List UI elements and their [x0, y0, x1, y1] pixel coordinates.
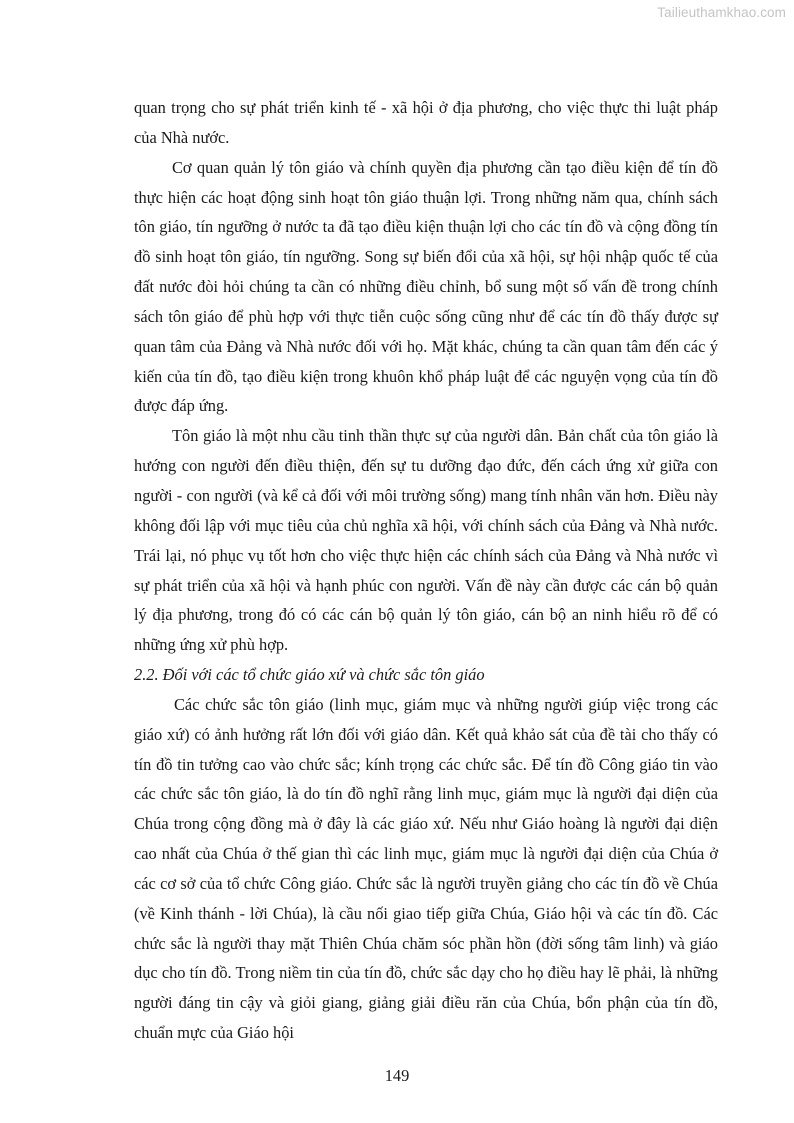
paragraph-religious-management: Cơ quan quản lý tôn giáo và chính quyền địa phương cần tạo điều kiện để tín đồ thực hiện các hoạt động sinh hoạt tôn giáo thuận lợi. Trong những năm qua, chính sách tôn giáo, tín ngưỡng ở nước ta đã tạo điều kiện thuận lợi cho các tín đồ và cộng đồng tín đồ sinh hoạt tôn giáo, tín ngưỡng. Song sự biến đổi của xã hội, sự hội nhập quốc tế của đất nước đòi hỏi chúng ta cần có những điều chỉnh, bổ sung một số vấn đề trong chính sách tôn giáo để phù hợp với thực tiễn cuộc sống cũng như để các tín đồ thấy được sự quan tâm của Đảng và Nhà nước đối với họ. Mặt khác, chúng ta cần quan tâm đến các ý kiến của tín đồ, tạo điều kiện trong khuôn khổ pháp luật để các nguyện vọng của tín đồ được đáp ứng. [134, 157, 718, 416]
watermark: Tailieuthamkhao.com [657, 5, 786, 20]
section-heading: 2.2. Đối với các tổ chức giáo xứ và chức sắc tôn giáo [134, 665, 485, 685]
paragraph-continuation: quan trọng cho sự phát triển kinh tế - xã hội ở địa phương, cho việc thực thi luật pháp của Nhà nước. [134, 98, 718, 147]
paragraph-clergy: Các chức sắc tôn giáo (linh mục, giám mục và những người giúp việc trong các giáo xứ) có ảnh hưởng rất lớn đối với giáo dân. Kết quả khảo sát của đề tài cho thấy có tín đồ tin tưởng cao vào chức sắc; kính trọng các chức sắc. Để tín đồ Công giáo tin vào các chức sắc tôn giáo, là do tín đồ nghĩ rằng linh mục, giám mục là người đại diện của Chúa trong cộng đồng mà ở đây là các giáo xứ. Nếu như Giáo hoàng là người đại diện cao nhất của Chúa ở thế gian thì các linh mục, giám mục là người đại diện của Chúa ở các cơ sở của tổ chức Công giáo. Chức sắc là người truyền giảng cho các tín đồ về Chúa (về Kinh thánh - lời Chúa), là cầu nối giao tiếp giữa Chúa, Giáo hội và các tín đồ. Các chức sắc là người thay mặt Thiên Chúa chăm sóc phần hồn (đời sống tâm linh) và giáo dục cho tín đồ. Trong niềm tin của tín đồ, chức sắc dạy cho họ điều hay lẽ phải, là những người đáng tin cậy và giỏi giang, giảng giải điều răn của Chúa, bổn phận của tín đồ, chuẩn mực của Giáo hội [134, 694, 718, 1043]
paragraph-religion-nature: Tôn giáo là một nhu cầu tinh thần thực sự của người dân. Bản chất của tôn giáo là hướng con người đến điều thiện, đến sự tu dưỡng đạo đức, đến cách ứng xử giữa con người - con người (và kể cả đối với môi trường sống) mang tính nhân văn hơn. Điều này không đối lập với mục tiêu của chủ nghĩa xã hội, với chính sách của Đảng và Nhà nước. Trái lại, nó phục vụ tốt hơn cho việc thực hiện các chính sách của Đảng và Nhà nước vì sự phát triển của xã hội và hạnh phúc con người. Vấn đề này cần được các cán bộ quản lý địa phương, trong đó có các cán bộ quản lý tôn giáo, cán bộ an ninh hiểu rõ để có những ứng xử phù hợp. [134, 426, 718, 655]
page-number: 149 [384, 1066, 410, 1085]
page-body [134, 93, 718, 1048]
